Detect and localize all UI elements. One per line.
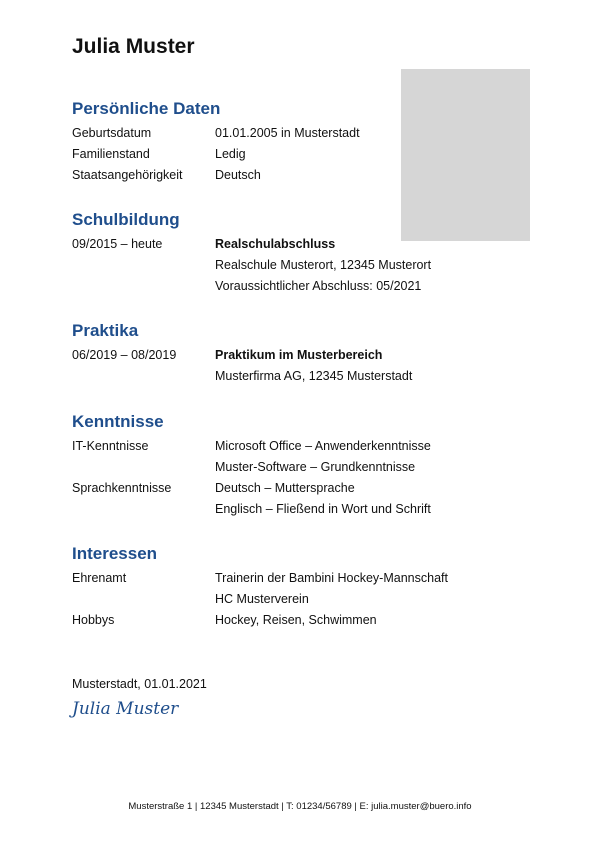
- interests-row-volunteer-2: [72, 589, 542, 610]
- internship-period: 06/2019 – 08/2019: [72, 348, 177, 362]
- school-row-name: [72, 255, 542, 276]
- skills-lang-item: Englisch – Fließend in Wort und Schrift: [215, 502, 431, 516]
- personal-value: Ledig: [215, 147, 246, 161]
- interests-row-hobbies: [72, 610, 542, 631]
- interests-hobbies-value: Hockey, Reisen, Schwimmen: [215, 613, 377, 627]
- skills-lang-label: Sprachkenntnisse: [72, 481, 172, 495]
- interests-volunteer-item: HC Musterverein: [215, 592, 309, 606]
- skills-it-item: Muster-Software – Grundkenntnisse: [215, 460, 416, 474]
- interests-row-volunteer-1: [72, 568, 542, 589]
- applicant-name: Julia Muster: [72, 35, 195, 58]
- personal-label: Staatsangehörigkeit: [72, 168, 183, 182]
- personal-label: Familienstand: [72, 147, 150, 161]
- school-period: 09/2015 – heute: [72, 237, 163, 251]
- skills-row-lang-2: [72, 499, 542, 520]
- skills-it-label: IT-Kenntnisse: [72, 439, 149, 453]
- section-school: [72, 209, 542, 297]
- personal-value: Deutsch: [215, 168, 261, 182]
- internship-row-position: [72, 345, 542, 366]
- school-degree: Realschulabschluss: [215, 237, 336, 251]
- personal-row-nationality: [72, 165, 542, 186]
- signature: Julia Muster: [72, 699, 179, 719]
- interests-volunteer-label: Ehrenamt: [72, 571, 127, 585]
- personal-row-birth: [72, 123, 542, 144]
- section-title-skills: Kenntnisse: [72, 412, 164, 431]
- skills-row-it-2: [72, 457, 542, 478]
- skills-it-item: Microsoft Office – Anwenderkenntnisse: [215, 439, 431, 453]
- section-interests: [72, 543, 542, 631]
- internship-row-company: [72, 366, 542, 387]
- school-row-degree: [72, 234, 542, 255]
- personal-value: 01.01.2005 in Musterstadt: [215, 126, 360, 140]
- school-name: Realschule Musterort, 12345 Musterort: [215, 258, 432, 272]
- section-title-personal-data: Persönliche Daten: [72, 99, 221, 118]
- place-and-date: Musterstadt, 01.01.2021: [72, 677, 207, 691]
- section-title-interests: Interessen: [72, 544, 158, 563]
- skills-row-lang-1: [72, 478, 542, 499]
- internship-company: Musterfirma AG, 12345 Musterstadt: [215, 369, 413, 383]
- interests-volunteer-item: Trainerin der Bambini Hockey-Mannschaft: [215, 571, 448, 585]
- school-expected-graduation: Voraussichtlicher Abschluss: 05/2021: [215, 279, 422, 293]
- footer-contact: Musterstraße 1 | 12345 Musterstadt | T: 01234/56789 | E: julia.muster@buero.info: [128, 801, 472, 812]
- skills-row-it-1: [72, 436, 542, 457]
- internship-position: Praktikum im Musterbereich: [215, 348, 383, 362]
- section-personal-data: [72, 98, 542, 186]
- school-row-expected: [72, 276, 542, 297]
- personal-row-marital: [72, 144, 542, 165]
- section-internships: [72, 320, 542, 387]
- personal-label: Geburtsdatum: [72, 126, 152, 140]
- section-skills: [72, 411, 542, 520]
- interests-hobbies-label: Hobbys: [72, 613, 115, 627]
- skills-lang-item: Deutsch – Muttersprache: [215, 481, 355, 495]
- section-title-school: Schulbildung: [72, 210, 180, 229]
- section-title-internships: Praktika: [72, 321, 139, 340]
